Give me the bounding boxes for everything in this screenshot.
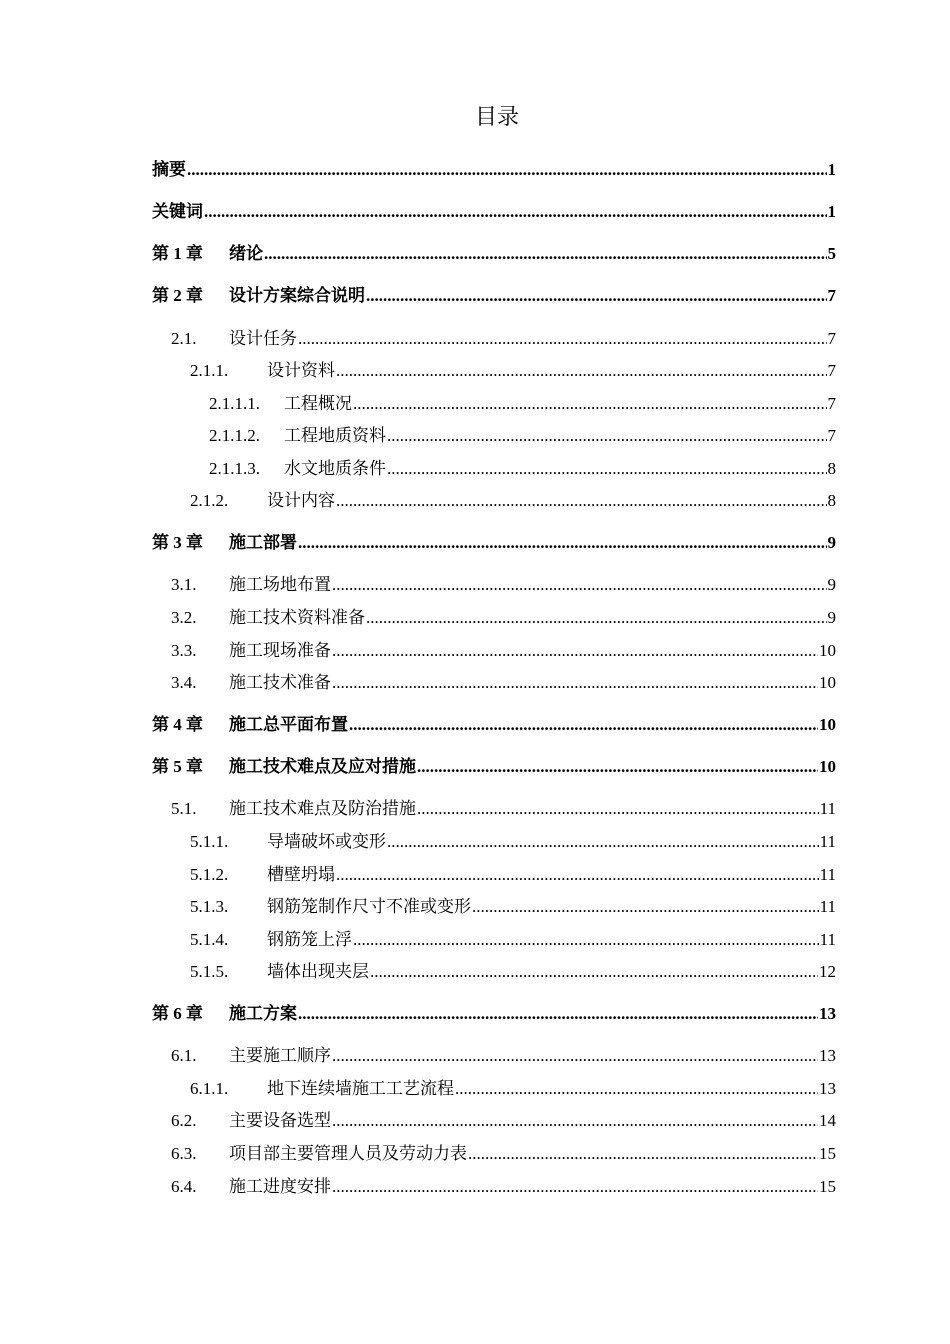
- toc-entry-page-number: 7: [827, 361, 836, 380]
- toc-entry-title: 施工技术资料准备: [229, 608, 365, 628]
- toc-dot-leader: [455, 1076, 818, 1102]
- toc-entry[interactable]: [171, 1174, 836, 1200]
- toc-entry[interactable]: [152, 241, 836, 267]
- toc-entry-page-number: 7: [827, 394, 836, 413]
- toc-dot-leader: [387, 829, 819, 855]
- toc-entry-title: 钢筋笼上浮: [267, 930, 352, 950]
- toc-entry-page-number: 7: [827, 426, 836, 445]
- toc-entry-page-number: 14: [819, 1111, 836, 1130]
- toc-entry-title: 施工总平面布置: [229, 715, 348, 735]
- toc-dot-leader: [187, 157, 827, 183]
- toc-entry-number: 6.4.: [171, 1177, 197, 1196]
- toc-dot-leader: [387, 423, 827, 449]
- toc-entry-title: 施工现场准备: [229, 641, 331, 661]
- toc-entry-number: 第 1 章: [152, 244, 203, 263]
- toc-entry-number: 2.1.1.1.: [209, 394, 260, 413]
- toc-entry-number: 3.1.: [171, 575, 197, 594]
- toc-entry-title: 工程概况: [284, 394, 352, 414]
- toc-entry[interactable]: [171, 572, 836, 598]
- toc-entry-title: 施工部署: [229, 533, 297, 553]
- toc-entry[interactable]: [152, 157, 836, 183]
- toc-dot-leader: [332, 1043, 818, 1069]
- toc-entry-page-number: 13: [819, 1046, 836, 1065]
- toc-dot-leader: [349, 712, 818, 738]
- toc-dot-leader: [298, 530, 827, 556]
- toc-entry[interactable]: [171, 326, 836, 352]
- toc-entry-page-number: 8: [827, 459, 836, 478]
- toc-entry-page-number: 8: [827, 491, 836, 510]
- toc-entry-number: 第 3 章: [152, 533, 203, 552]
- toc-entry[interactable]: [171, 638, 836, 664]
- toc-entry-title: 设计资料: [267, 361, 335, 381]
- toc-entry-page-number: 15: [819, 1144, 836, 1163]
- toc-dot-leader: [332, 670, 818, 696]
- toc-entry-title: 关键词: [152, 202, 203, 222]
- toc-entry-title: 槽壁坍塌: [267, 865, 335, 885]
- toc-entry-title: 施工进度安排: [229, 1177, 331, 1197]
- toc-dot-leader: [387, 456, 827, 482]
- toc-dot-leader: [332, 572, 827, 598]
- toc-entry-title: 设计任务: [229, 329, 297, 349]
- toc-entry-number: 2.1.1.2.: [209, 426, 260, 445]
- toc-entry[interactable]: [190, 927, 836, 953]
- toc-entry-title: 主要施工顺序: [229, 1046, 331, 1066]
- toc-dot-leader: [417, 796, 819, 822]
- toc-entry[interactable]: [152, 283, 836, 309]
- toc-dot-leader: [353, 927, 819, 953]
- toc-entry[interactable]: [152, 1001, 836, 1027]
- toc-entry-title: 施工技术难点及应对措施: [229, 757, 416, 777]
- toc-entry-number: 5.1.2.: [190, 865, 229, 884]
- toc-entry[interactable]: [152, 199, 836, 225]
- toc-entry-page-number: 7: [827, 329, 836, 348]
- toc-dot-leader: [336, 488, 827, 514]
- toc-entry-title: 主要设备选型: [229, 1111, 331, 1131]
- toc-entry-title: 导墙破坏或变形: [267, 832, 386, 852]
- toc-entry-title: 施工技术准备: [229, 673, 331, 693]
- toc-entry-page-number: 11: [819, 832, 836, 851]
- toc-entry-title: 工程地质资料: [284, 426, 386, 446]
- toc-entry-number: 第 2 章: [152, 286, 203, 305]
- toc-entry-page-number: 11: [819, 799, 836, 818]
- toc-entry-number: 6.1.1.: [190, 1079, 229, 1098]
- toc-entry-number: 第 6 章: [152, 1004, 203, 1023]
- toc-entry-number: 2.1.2.: [190, 491, 229, 510]
- toc-entry-title: 设计方案综合说明: [229, 286, 365, 306]
- toc-entry[interactable]: [190, 862, 836, 888]
- toc-entry-page-number: 9: [827, 608, 836, 627]
- toc-dot-leader: [298, 326, 827, 352]
- toc-dot-leader: [353, 391, 827, 417]
- toc-entry[interactable]: [152, 530, 836, 556]
- toc-entry-page-number: 1: [827, 160, 836, 179]
- toc-dot-leader: [370, 959, 818, 985]
- toc-dot-leader: [332, 638, 818, 664]
- toc-entry-title: 钢筋笼制作尺寸不准或变形: [267, 897, 471, 917]
- toc-entry-number: 6.2.: [171, 1111, 197, 1130]
- toc-dot-leader: [468, 1141, 818, 1167]
- toc-entry-title: 项目部主要管理人员及劳动力表: [229, 1144, 467, 1164]
- toc-dot-leader: [336, 862, 819, 888]
- toc-entry[interactable]: [171, 670, 836, 696]
- toc-entry-page-number: 7: [827, 286, 836, 305]
- toc-dot-leader: [366, 605, 827, 631]
- toc-entry[interactable]: [190, 894, 836, 920]
- toc-entry-number: 2.1.1.3.: [209, 459, 260, 478]
- toc-dot-leader: [332, 1108, 818, 1134]
- toc-entry-page-number: 10: [819, 673, 836, 692]
- toc-entry[interactable]: [209, 456, 836, 482]
- toc-entry[interactable]: [190, 829, 836, 855]
- toc-dot-leader: [336, 358, 827, 384]
- toc-entry[interactable]: [171, 1108, 836, 1134]
- toc-entry[interactable]: [209, 391, 836, 417]
- toc-entry-number: 5.1.3.: [190, 897, 229, 916]
- toc-entry-title: 地下连续墙施工工艺流程: [267, 1079, 454, 1099]
- toc-entry-page-number: 15: [819, 1177, 836, 1196]
- toc-entry-page-number: 10: [819, 641, 836, 660]
- toc-entry[interactable]: [190, 1076, 836, 1102]
- toc-entry-number: 第 4 章: [152, 715, 203, 734]
- toc-entry-number: 3.2.: [171, 608, 197, 627]
- toc-entry-number: 2.1.: [171, 329, 197, 348]
- toc-entry-title: 摘要: [152, 160, 186, 180]
- toc-entry[interactable]: [152, 754, 836, 780]
- toc-entry-number: 5.1.1.: [190, 832, 229, 851]
- toc-entry-number: 3.3.: [171, 641, 197, 660]
- toc-entry[interactable]: [171, 605, 836, 631]
- toc-entry-number: 5.1.: [171, 799, 197, 818]
- toc-entry-page-number: 10: [819, 715, 836, 734]
- toc-entry-page-number: 11: [819, 897, 836, 916]
- toc-entry[interactable]: [190, 488, 836, 514]
- toc-entry[interactable]: [190, 358, 836, 384]
- toc-entry-title: 施工场地布置: [229, 575, 331, 595]
- toc-entry[interactable]: [190, 959, 836, 985]
- toc-entry-number: 第 5 章: [152, 757, 203, 776]
- toc-dot-leader: [332, 1174, 818, 1200]
- toc-entry-number: 6.1.: [171, 1046, 197, 1065]
- toc-entry-number: 5.1.4.: [190, 930, 229, 949]
- toc-dot-leader: [298, 1001, 818, 1027]
- toc-entry-number: 3.4.: [171, 673, 197, 692]
- toc-entry-page-number: 11: [819, 865, 836, 884]
- toc-entry-page-number: 9: [827, 575, 836, 594]
- toc-entry-page-number: 10: [819, 757, 836, 776]
- toc-entry-title: 水文地质条件: [284, 459, 386, 479]
- toc-dot-leader: [204, 199, 827, 225]
- toc-entry-page-number: 12: [819, 962, 836, 981]
- toc-entry-number: 2.1.1.: [190, 361, 229, 380]
- toc-entry-page-number: 1: [827, 202, 836, 221]
- toc-entry-number: 5.1.5.: [190, 962, 229, 981]
- toc-dot-leader: [264, 241, 827, 267]
- toc-entry-page-number: 11: [819, 930, 836, 949]
- toc-dot-leader: [417, 754, 818, 780]
- toc-entry-number: 6.3.: [171, 1144, 197, 1163]
- toc-dot-leader: [472, 894, 819, 920]
- toc-entry-page-number: 13: [819, 1004, 836, 1023]
- toc-dot-leader: [366, 283, 827, 309]
- toc-entry[interactable]: [171, 796, 836, 822]
- toc-entry-page-number: 13: [819, 1079, 836, 1098]
- toc-entry[interactable]: [209, 423, 836, 449]
- toc-entry[interactable]: [152, 712, 836, 738]
- toc-entry[interactable]: [171, 1043, 836, 1069]
- toc-entry-page-number: 9: [827, 533, 836, 552]
- toc-title: 目录: [474, 105, 519, 130]
- toc-entry-page-number: 5: [827, 244, 836, 263]
- toc-entry-title: 设计内容: [267, 491, 335, 511]
- toc-entry-title: 绪论: [229, 244, 263, 264]
- toc-entry-title: 墙体出现夹层: [267, 962, 369, 982]
- toc-entry-title: 施工技术难点及防治措施: [229, 799, 416, 819]
- toc-entry[interactable]: [171, 1141, 836, 1167]
- toc-entry-title: 施工方案: [229, 1004, 297, 1024]
